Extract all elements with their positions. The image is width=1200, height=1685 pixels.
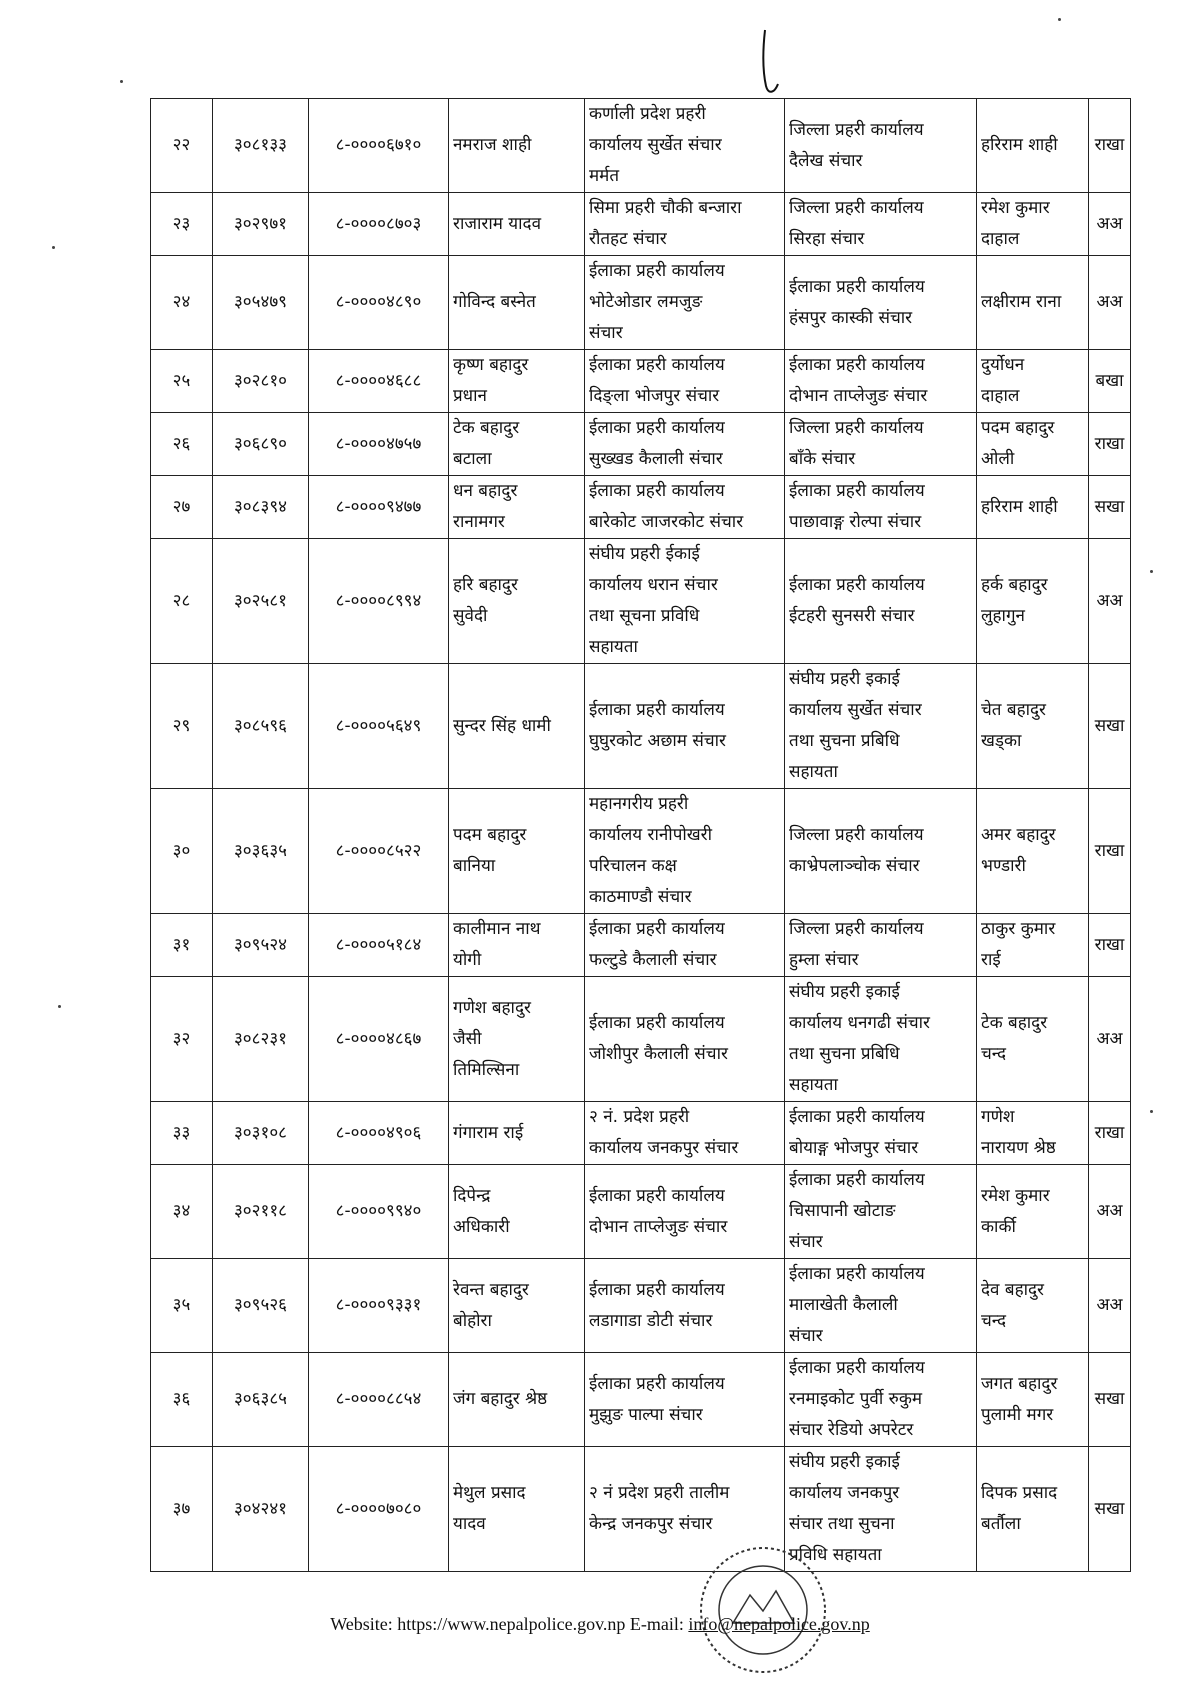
approver-name-cell bbox=[977, 664, 1089, 789]
employee-name-cell bbox=[449, 664, 585, 789]
serial-number-cell bbox=[151, 1447, 213, 1572]
current-office-cell bbox=[585, 1165, 785, 1259]
approver-name-cell bbox=[977, 1259, 1089, 1353]
serial-number-cell bbox=[151, 1259, 213, 1353]
current-office-text: ईलाका प्रहरी कार्यालय सुख्खड कैलाली संचार bbox=[589, 418, 725, 469]
employee-code-cell bbox=[309, 914, 449, 977]
table-row bbox=[151, 193, 1131, 256]
transfer-office-cell bbox=[785, 99, 977, 193]
employee-name-cell bbox=[449, 193, 585, 256]
employee-name-text: दिपेन्द्र अधिकारी bbox=[453, 1185, 510, 1237]
police-id-cell bbox=[213, 664, 309, 789]
current-office-text: ईलाका प्रहरी कार्यालय लडागाडा डोटी संचार bbox=[589, 1279, 725, 1331]
employee-code-cell bbox=[309, 476, 449, 539]
employee-name-text: जंग बहादुर श्रेष्ठ bbox=[453, 1389, 548, 1409]
scan-speck bbox=[1150, 1110, 1153, 1113]
remark-text: अअ bbox=[1096, 1028, 1123, 1049]
serial-number-text: ३५ bbox=[172, 1295, 191, 1315]
transfer-office-cell bbox=[785, 476, 977, 539]
approver-name-text: चेत बहादुर खड्का bbox=[981, 700, 1047, 751]
transfer-table bbox=[150, 98, 1131, 1572]
current-office-text: ईलाका प्रहरी कार्यालय भोटेओडार लमजुङ संचार bbox=[589, 261, 725, 343]
transfer-office-cell bbox=[785, 539, 977, 664]
employee-name-cell bbox=[449, 1259, 585, 1353]
remark-text: अअ bbox=[1096, 1295, 1123, 1315]
employee-name-text: नमराज शाही bbox=[453, 135, 532, 155]
table-row bbox=[151, 99, 1131, 193]
serial-number-cell bbox=[151, 914, 213, 977]
scan-speck bbox=[1150, 570, 1153, 573]
employee-code-cell bbox=[309, 350, 449, 413]
employee-code-text: ८-००००८५२२ bbox=[335, 840, 422, 861]
remark-cell bbox=[1089, 193, 1131, 256]
serial-number-text: ३४ bbox=[172, 1201, 191, 1221]
current-office-text: कर्णाली प्रदेश प्रहरी कार्यालय सुर्खेत संचार मर्मत bbox=[589, 104, 722, 186]
transfer-office-text: संघीय प्रहरी इकाई कार्यालय धनगढी संचार तथा सुचना प्रबिधि सहायता bbox=[789, 982, 930, 1095]
remark-cell bbox=[1089, 914, 1131, 977]
approver-name-cell bbox=[977, 256, 1089, 350]
table-row bbox=[151, 1353, 1131, 1447]
approver-name-text: लक्षीराम राना bbox=[981, 292, 1062, 312]
remark-cell bbox=[1089, 350, 1131, 413]
remark-text: राखा bbox=[1094, 1122, 1125, 1143]
serial-number-text: ३६ bbox=[172, 1389, 191, 1409]
remark-text: राखा bbox=[1094, 840, 1125, 861]
table-row bbox=[151, 789, 1131, 914]
police-id-text: ३०४२४१ bbox=[233, 1498, 288, 1519]
transfer-office-text: ईलाका प्रहरी कार्यालय दोभान ताप्लेजुङ संचार bbox=[789, 355, 928, 406]
transfer-office-text: ईलाका प्रहरी कार्यालय मालाखेती कैलाली संचार bbox=[789, 1264, 925, 1346]
approver-name-cell bbox=[977, 789, 1089, 914]
transfer-office-text: ईलाका प्रहरी कार्यालय ईटहरी सुनसरी संचार bbox=[789, 575, 925, 626]
current-office-text: संघीय प्रहरी ईकाई कार्यालय धरान संचार तथा सूचना प्रविधि सहायता bbox=[589, 544, 718, 657]
transfer-office-text: जिल्ला प्रहरी कार्यालय काभ्रेपलाञ्चोक संचार bbox=[789, 825, 924, 876]
remark-cell bbox=[1089, 476, 1131, 539]
police-id-cell bbox=[213, 1353, 309, 1447]
approver-name-cell bbox=[977, 99, 1089, 193]
approver-name-cell bbox=[977, 413, 1089, 476]
employee-code-text: ८-००००४६८८ bbox=[335, 370, 422, 391]
transfer-office-cell bbox=[785, 256, 977, 350]
table-row bbox=[151, 1447, 1131, 1572]
employee-name-cell bbox=[449, 1447, 585, 1572]
serial-number-text: ३२ bbox=[172, 1028, 191, 1049]
remark-text: राखा bbox=[1094, 135, 1125, 155]
serial-number-cell bbox=[151, 256, 213, 350]
police-id-cell bbox=[213, 1447, 309, 1572]
remark-cell bbox=[1089, 789, 1131, 914]
police-id-cell bbox=[213, 413, 309, 476]
police-id-text: ३०५४७९ bbox=[233, 292, 288, 312]
police-id-cell bbox=[213, 914, 309, 977]
serial-number-text: ३० bbox=[172, 840, 191, 861]
police-id-cell bbox=[213, 350, 309, 413]
current-office-text: ईलाका प्रहरी कार्यालय घुघुरकोट अछाम संचार bbox=[589, 700, 726, 751]
serial-number-text: २९ bbox=[172, 715, 191, 736]
transfer-office-cell bbox=[785, 1259, 977, 1353]
current-office-cell bbox=[585, 789, 785, 914]
remark-text: सखा bbox=[1094, 715, 1125, 736]
footer-email: info@nepalpolice.gov.np bbox=[688, 1614, 870, 1634]
remark-cell bbox=[1089, 977, 1131, 1102]
remark-cell bbox=[1089, 1353, 1131, 1447]
transfer-office-cell bbox=[785, 1353, 977, 1447]
transfer-office-text: ईलाका प्रहरी कार्यालय बोयाङ्ग भोजपुर संचार bbox=[789, 1107, 925, 1158]
approver-name-text: ठाकुर कुमार राई bbox=[981, 919, 1056, 970]
police-id-text: ३०२८१० bbox=[233, 370, 288, 391]
serial-number-cell bbox=[151, 476, 213, 539]
table-row bbox=[151, 539, 1131, 664]
employee-name-cell bbox=[449, 413, 585, 476]
remark-cell bbox=[1089, 539, 1131, 664]
employee-name-cell bbox=[449, 914, 585, 977]
transfer-office-text: जिल्ला प्रहरी कार्यालय हुम्ला संचार bbox=[789, 919, 924, 970]
employee-name-text: हरि बहादुर सुवेदी bbox=[453, 575, 518, 626]
employee-code-cell bbox=[309, 193, 449, 256]
employee-code-cell bbox=[309, 1259, 449, 1353]
employee-name-text: गणेश बहादुर जैसी तिमिल्सिना bbox=[453, 997, 531, 1080]
approver-name-cell bbox=[977, 977, 1089, 1102]
current-office-text: ईलाका प्रहरी कार्यालय मुझुङ पाल्पा संचार bbox=[589, 1373, 725, 1425]
approver-name-text: पदम बहादुर ओली bbox=[981, 418, 1055, 469]
remark-text: राखा bbox=[1094, 433, 1125, 454]
approver-name-cell bbox=[977, 1447, 1089, 1572]
office-seal-stamp bbox=[688, 1535, 838, 1685]
police-id-text: ३०२९७१ bbox=[233, 213, 288, 234]
current-office-cell bbox=[585, 1102, 785, 1165]
transfer-office-cell bbox=[785, 350, 977, 413]
remark-cell bbox=[1089, 413, 1131, 476]
employee-code-cell bbox=[309, 664, 449, 789]
current-office-cell bbox=[585, 193, 785, 256]
employee-code-text: ८-००००९४७७ bbox=[335, 496, 422, 517]
approver-name-text: हर्क बहादुर लुहागुन bbox=[981, 575, 1048, 626]
table-body bbox=[151, 99, 1131, 1572]
table-row bbox=[151, 476, 1131, 539]
approver-name-cell bbox=[977, 350, 1089, 413]
police-id-text: ३०३६३५ bbox=[233, 840, 288, 861]
serial-number-cell bbox=[151, 1165, 213, 1259]
transfer-office-text: जिल्ला प्रहरी कार्यालय सिरहा संचार bbox=[789, 198, 924, 249]
serial-number-cell bbox=[151, 789, 213, 914]
employee-name-cell bbox=[449, 789, 585, 914]
serial-number-cell bbox=[151, 664, 213, 789]
employee-code-cell bbox=[309, 1165, 449, 1259]
transfer-office-cell bbox=[785, 1165, 977, 1259]
remark-text: बखा bbox=[1095, 370, 1124, 391]
employee-name-text: मेथुल प्रसाद यादव bbox=[453, 1483, 526, 1534]
transfer-office-text: संघीय प्रहरी इकाई कार्यालय सुर्खेत संचार तथा सुचना प्रबिधि सहायता bbox=[789, 669, 922, 782]
approver-name-text: देव बहादुर चन्द bbox=[981, 1279, 1044, 1331]
employee-code-text: ८-००००८७०३ bbox=[335, 213, 422, 234]
employee-name-cell bbox=[449, 476, 585, 539]
employee-code-cell bbox=[309, 256, 449, 350]
employee-name-text: कालीमान नाथ योगी bbox=[453, 919, 541, 970]
approver-name-text: हरिराम शाही bbox=[981, 496, 1058, 517]
footer bbox=[0, 1614, 1200, 1635]
employee-code-cell bbox=[309, 413, 449, 476]
employee-name-cell bbox=[449, 1102, 585, 1165]
current-office-text: ईलाका प्रहरी कार्यालय फल्टुडे कैलाली संचार bbox=[589, 919, 725, 970]
remark-text: सखा bbox=[1094, 496, 1125, 517]
remark-cell bbox=[1089, 664, 1131, 789]
approver-name-text: अमर बहादुर भण्डारी bbox=[981, 825, 1056, 876]
employee-name-text: सुन्दर सिंह धामी bbox=[453, 715, 551, 736]
remark-cell bbox=[1089, 1165, 1131, 1259]
table-row bbox=[151, 1102, 1131, 1165]
remark-text: राखा bbox=[1094, 934, 1125, 955]
current-office-cell bbox=[585, 413, 785, 476]
remark-text: अअ bbox=[1096, 292, 1123, 312]
serial-number-text: २७ bbox=[172, 496, 191, 517]
transfer-office-text: जिल्ला प्रहरी कार्यालय दैलेख संचार bbox=[789, 119, 924, 171]
employee-name-text: गंगाराम राई bbox=[453, 1122, 524, 1143]
current-office-text: २ नं प्रदेश प्रहरी तालीम केन्द्र जनकपुर संचार bbox=[589, 1483, 730, 1534]
transfer-office-text: ईलाका प्रहरी कार्यालय रनमाइकोट पुर्वी रुकुम संचार रेडियो अपरेटर bbox=[789, 1358, 925, 1440]
employee-code-text: ८-००००६७१० bbox=[335, 135, 422, 155]
employee-code-text: ८-००००९३३१ bbox=[335, 1295, 422, 1315]
remark-cell bbox=[1089, 1447, 1131, 1572]
table-row bbox=[151, 1165, 1131, 1259]
scan-speck bbox=[1058, 18, 1061, 21]
footer-email-label: E-mail: bbox=[629, 1614, 684, 1634]
police-id-text: ३०६३८५ bbox=[233, 1389, 288, 1409]
transfer-office-text: संघीय प्रहरी इकाई कार्यालय जनकपुर संचार तथा सुचना प्रविधि सहायता bbox=[789, 1452, 900, 1565]
transfer-office-text: ईलाका प्रहरी कार्यालय चिसापानी खोटाङ संचार bbox=[789, 1170, 925, 1252]
employee-code-cell bbox=[309, 539, 449, 664]
police-id-cell bbox=[213, 256, 309, 350]
approver-name-text: गणेश नारायण श्रेष्ठ bbox=[981, 1107, 1056, 1158]
employee-code-text: ८-००००४९०६ bbox=[335, 1122, 422, 1143]
employee-code-text: ८-००००८८५४ bbox=[335, 1389, 422, 1409]
scan-speck bbox=[52, 246, 55, 249]
serial-number-text: २५ bbox=[172, 370, 191, 391]
employee-name-text: गोविन्द बस्नेत bbox=[453, 292, 536, 312]
approver-name-cell bbox=[977, 1102, 1089, 1165]
footer-website: Website: https://www.nepalpolice.gov.np bbox=[330, 1614, 626, 1634]
employee-name-cell bbox=[449, 350, 585, 413]
remark-cell bbox=[1089, 256, 1131, 350]
employee-code-cell bbox=[309, 1447, 449, 1572]
serial-number-text: २३ bbox=[172, 213, 191, 234]
employee-code-cell bbox=[309, 99, 449, 193]
police-id-text: ३०२५८१ bbox=[233, 590, 288, 611]
police-id-text: ३०८५९६ bbox=[233, 715, 288, 736]
employee-code-text: ८-००००४७५७ bbox=[335, 433, 422, 454]
employee-code-cell bbox=[309, 1102, 449, 1165]
approver-name-cell bbox=[977, 193, 1089, 256]
employee-code-text: ८-००००४८६७ bbox=[335, 1028, 422, 1049]
current-office-text: ईलाका प्रहरी कार्यालय जोशीपुर कैलाली संचार bbox=[589, 1013, 728, 1064]
transfer-office-cell bbox=[785, 193, 977, 256]
remark-cell bbox=[1089, 1102, 1131, 1165]
current-office-cell bbox=[585, 664, 785, 789]
current-office-cell bbox=[585, 350, 785, 413]
table-row bbox=[151, 977, 1131, 1102]
serial-number-text: ३७ bbox=[172, 1498, 191, 1519]
transfer-office-cell bbox=[785, 789, 977, 914]
remark-text: सखा bbox=[1094, 1498, 1125, 1519]
employee-name-text: टेक बहादुर बटाला bbox=[453, 418, 520, 469]
transfer-office-cell bbox=[785, 664, 977, 789]
remark-text: सखा bbox=[1094, 1389, 1125, 1409]
police-id-cell bbox=[213, 476, 309, 539]
current-office-cell bbox=[585, 1353, 785, 1447]
serial-number-text: २२ bbox=[172, 135, 191, 155]
current-office-text: ईलाका प्रहरी कार्यालय दोभान ताप्लेजुङ संचार bbox=[589, 1185, 728, 1237]
remark-text: अअ bbox=[1096, 213, 1123, 234]
employee-code-cell bbox=[309, 1353, 449, 1447]
approver-name-text: दिपक प्रसाद बर्तौला bbox=[981, 1483, 1058, 1534]
police-id-text: ३०९५२६ bbox=[233, 1295, 288, 1315]
employee-name-text: रेवन्त बहादुर बोहोरा bbox=[453, 1279, 529, 1331]
police-id-cell bbox=[213, 1259, 309, 1353]
approver-name-text: हरिराम शाही bbox=[981, 135, 1058, 155]
approver-name-text: जगत बहादुर पुलामी मगर bbox=[981, 1373, 1058, 1425]
employee-name-text: पदम बहादुर बानिया bbox=[453, 825, 527, 876]
serial-number-text: ३१ bbox=[172, 934, 191, 955]
approver-name-cell bbox=[977, 476, 1089, 539]
table-row bbox=[151, 413, 1131, 476]
police-id-text: ३०८३९४ bbox=[233, 496, 288, 517]
police-id-cell bbox=[213, 539, 309, 664]
police-id-text: ३०९५२४ bbox=[233, 934, 288, 955]
current-office-cell bbox=[585, 99, 785, 193]
transfer-office-cell bbox=[785, 413, 977, 476]
approver-name-cell bbox=[977, 1353, 1089, 1447]
employee-name-text: धन बहादुर रानामगर bbox=[453, 481, 518, 532]
current-office-text: ईलाका प्रहरी कार्यालय दिङ्ला भोजपुर संचार bbox=[589, 355, 725, 406]
serial-number-text: २४ bbox=[172, 292, 191, 312]
police-id-cell bbox=[213, 1102, 309, 1165]
employee-code-cell bbox=[309, 789, 449, 914]
serial-number-text: २६ bbox=[172, 433, 191, 454]
transfer-office-cell bbox=[785, 914, 977, 977]
approver-name-text: रमेश कुमार दाहाल bbox=[981, 198, 1050, 249]
employee-code-text: ८-००००९९४० bbox=[335, 1201, 422, 1221]
employee-code-text: ८-००००४८९० bbox=[335, 292, 422, 312]
current-office-cell bbox=[585, 977, 785, 1102]
employee-code-text: ८-००००५१८४ bbox=[335, 934, 422, 955]
serial-number-cell bbox=[151, 1102, 213, 1165]
police-id-cell bbox=[213, 789, 309, 914]
scan-speck bbox=[58, 1005, 61, 1008]
approver-name-cell bbox=[977, 539, 1089, 664]
serial-number-text: ३३ bbox=[172, 1122, 191, 1143]
transfer-office-cell bbox=[785, 1102, 977, 1165]
table-row bbox=[151, 914, 1131, 977]
employee-name-cell bbox=[449, 539, 585, 664]
approver-name-text: दुर्योधन दाहाल bbox=[981, 355, 1025, 406]
remark-cell bbox=[1089, 99, 1131, 193]
serial-number-cell bbox=[151, 977, 213, 1102]
table-row bbox=[151, 1259, 1131, 1353]
police-id-cell bbox=[213, 99, 309, 193]
transfer-office-cell bbox=[785, 977, 977, 1102]
scan-speck bbox=[120, 80, 123, 83]
employee-code-text: ८-००००८९९४ bbox=[335, 590, 422, 611]
current-office-text: महानगरीय प्रहरी कार्यालय रानीपोखरी परिचालन कक्ष काठमाण्डौ संचार bbox=[589, 794, 713, 907]
transfer-office-text: ईलाका प्रहरी कार्यालय हंसपुर कास्की संचार bbox=[789, 276, 925, 328]
current-office-text: ईलाका प्रहरी कार्यालय बारेकोट जाजरकोट संचार bbox=[589, 481, 744, 532]
approver-name-text: रमेश कुमार कार्की bbox=[981, 1185, 1050, 1237]
current-office-cell bbox=[585, 476, 785, 539]
approver-name-text: टेक बहादुर चन्द bbox=[981, 1013, 1048, 1064]
current-office-cell bbox=[585, 1259, 785, 1353]
serial-number-cell bbox=[151, 1353, 213, 1447]
current-office-text: २ नं. प्रदेश प्रहरी कार्यालय जनकपुर संचार bbox=[589, 1107, 739, 1158]
police-id-cell bbox=[213, 1165, 309, 1259]
current-office-text: सिमा प्रहरी चौकी बन्जारा रौतहट संचार bbox=[589, 198, 742, 249]
remark-text: अअ bbox=[1096, 1201, 1123, 1221]
police-id-text: ३०३१०८ bbox=[233, 1122, 288, 1143]
serial-number-cell bbox=[151, 193, 213, 256]
serial-number-cell bbox=[151, 539, 213, 664]
employee-name-cell bbox=[449, 1165, 585, 1259]
current-office-cell bbox=[585, 256, 785, 350]
current-office-cell bbox=[585, 914, 785, 977]
serial-number-text: २८ bbox=[172, 590, 191, 611]
employee-name-cell bbox=[449, 1353, 585, 1447]
police-id-text: ३०६८९० bbox=[233, 433, 288, 454]
employee-name-text: राजाराम यादव bbox=[453, 213, 542, 234]
table-row bbox=[151, 256, 1131, 350]
employee-code-cell bbox=[309, 977, 449, 1102]
approver-name-cell bbox=[977, 914, 1089, 977]
employee-code-text: ८-००००५६४९ bbox=[335, 715, 422, 736]
employee-name-text: कृष्ण बहादुर प्रधान bbox=[453, 355, 529, 406]
approver-name-cell bbox=[977, 1165, 1089, 1259]
handwritten-mark bbox=[760, 28, 780, 98]
employee-code-text: ८-००००७०८० bbox=[335, 1498, 422, 1519]
transfer-office-text: जिल्ला प्रहरी कार्यालय बाँके संचार bbox=[789, 418, 924, 469]
police-id-text: ३०८१३३ bbox=[233, 135, 288, 155]
remark-cell bbox=[1089, 1259, 1131, 1353]
table-row bbox=[151, 350, 1131, 413]
police-id-cell bbox=[213, 193, 309, 256]
transfer-office-text: ईलाका प्रहरी कार्यालय पाछावाङ्ग रोल्पा संचार bbox=[789, 481, 925, 532]
police-id-cell bbox=[213, 977, 309, 1102]
police-id-text: ३०८२३१ bbox=[233, 1028, 288, 1049]
police-id-text: ३०२११८ bbox=[233, 1201, 288, 1221]
serial-number-cell bbox=[151, 99, 213, 193]
employee-name-cell bbox=[449, 256, 585, 350]
remark-text: अअ bbox=[1096, 590, 1123, 611]
table-row bbox=[151, 664, 1131, 789]
employee-name-cell bbox=[449, 977, 585, 1102]
current-office-cell bbox=[585, 539, 785, 664]
serial-number-cell bbox=[151, 350, 213, 413]
employee-name-cell bbox=[449, 99, 585, 193]
serial-number-cell bbox=[151, 413, 213, 476]
